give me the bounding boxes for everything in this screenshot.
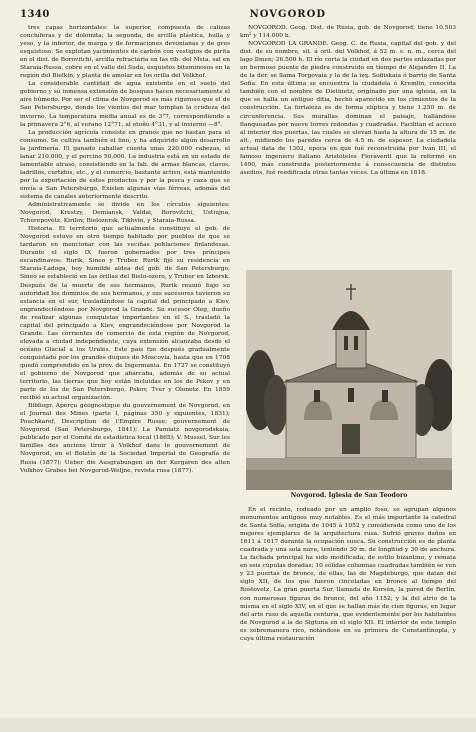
paragraph: Administrativamente se divide en los círculos siguientes: Novgorod, Krestzy, Demiansk, Valdai, Borovitchi, Ustiujna, Tcherepovetz, Kirilov, Bielozersk, Tikhvin, y Staraia-Russa. — [20, 202, 230, 225]
church-engraving — [246, 270, 452, 490]
paragraph: NOVGOROD. Geog. Dist. de Rusia, gob. de Novgorod; tiene 10.503 km² y 114.000 h. — [240, 25, 456, 40]
page-header — [20, 6, 456, 22]
left-column — [20, 24, 230, 714]
paragraph: Historia. El territorio que actualmente constituye el gob. de Novgorod estuvo en otro tiempo habitado por pueblos de que se tardaron en mencionar con las veciñas poblaciones finlandesas. Durante el siglo IX fueron gobernados por tres príncipes escandinavos: Rurik, Sineo y Truber. Rurik fijó su residencia en Staraia-Ladoga, hoy humilde aldea del gob. de San Petersburgo, Sineo se estableció en las orillas del Bielo-ozero, y Truber en Izborsk. Después de la muerte de sus hermanos, Rurik reunió bajo su autoridad los dominios de sus hermanos, y sus sucesores tuvieron su estancia en el sur, trasladándose la capital del principado a Kiev, engrandeciéndose por Novgorod la Grande. Su sucesor Oleg, dueño de realizar algunas conquistas importantes en el S., trasladó la capital del principado a Kiev, engrandeciéndose por Novgorod la Grande. Las corrientes de comercio de esta región de Novgorod, elevada a ciudad independiente, cuya extensión alcanzaba desde el océano Glacial a los Urales. Este país fue después gradualmente conquistado por los grandes duques de Moscovia, hasta que en 1708 quedó comprendido en la prov. de Ingermania. En 1727 se constituyó el gobierno de Novgorod que abarcaba, además de su actual territorio, las tierras que hoy están incluidas en los de Pskov y en parte de los de San Petersburgo, Pskov, Tver y Olonetz. En 1859 recibió su actual organización. — [20, 226, 230, 402]
right-column-top — [240, 24, 456, 264]
figure-caption: Novgorod. Iglesia de San Teodoro — [290, 492, 408, 499]
running-title: NOVGOROD — [249, 8, 326, 20]
paragraph: La considerable cantidad de agua existente en el suelo del gobierno y su inmensa extensión de bosques hacen necesariamente el aire húmedo. Por ser el clima de Novgorod es más riguroso que el de San Petersburgo, donde los vientos del mar templan la crudeza del invierno. La temperatura media anual es de 3°7, correspondiendo a la primavera 2°6, al verano 12°71, al otoño 4°31, y al invierno —8°. — [20, 81, 230, 128]
page-footer — [0, 718, 476, 732]
page-number: 1340 — [20, 8, 50, 20]
paragraph: En el recinto, rodeado por un amplio foso, se agrupan algunos monumentos antiguos muy notables. Es el más importante la catedral de Santa Sofía, erigida de 1045 á 1052 y considerada como uno de los mejores ejemplares de la arquitectura rusa. Sufrió graves daños en 1611 á 1617 durante la ocupación sueca. Su construcción es de planta cuadrada y una sola nave, teniendo 30 m. de longitud y 30 de anchura. La fachada principal ha sido modificada, de estilo bizantino, y remata en seis cúpulas doradas; 10 sólidas columnas cuadradas también se ven y 23 puertas de bronce, de ellas, las de Magdeburgo, que datan del siglo XII, de los que fueron cinceladas en bronce al tiempo del Rostovetz. La gran puerta Sur, llamada de Korsún, la pared de Berlín, con numerosas figuras de bronce, del año 1152; y la del atrio de la misma en el siglo XIV, en el que se hallan más de cien figuras, en lugar del arte ruso de aquella centuria, que evidentemente por los habitantes de Novgorod a la de Sigtuna en el siglo XII. El interior de este templo es sobremanera rico, notándose en su primera de Constantinopla, y cuya última restauración — [240, 507, 456, 642]
right-column-bottom — [240, 506, 456, 716]
bibliography: Bibliogr. Aperçu géognostique du gouvernement de Novgorod, en el Journal des Mines (parte I, páginas 350 y siguientes, 1831); Pouchkaref, Description de l'Empire Russe; gouvernement de Novgorod (San Petersburgo, 1841); La Pamiatz novgorodskaia, publicado por el Comité de estadística local (1865); V. Mussel, Sur les familles des anciens tiroir à Volkhof dans le gouvernement de Novgorod, en el Boletín de la Sociedad Imperial de Geografía de Rusia (1877); Ueber die Ausgrabungen an der Kurgaren des alten Volkhov Grabes bei Novgorod-Weljne, revista rusa (1877). — [20, 403, 230, 474]
paragraph: tres capas horizontales: la superior, compuesta de calizas conchíferas y de dolomita; la segunda, de arcilla plástica, hulla y yeso, y la inferior, de marga y de formaciones devonianas y de gres esquistoso. Se explotan yacimientos de carbón con vestigios de pirita en el dist. de Borovitchi, arcilla refractaria en las rib. del Msta, sal en Staraia-Russa, cobre en el valle del Suda, esquistos bituminosos en la región del Bielkin, y planta de amolar en los orilla del Volkhof. — [20, 25, 230, 80]
paragraph: La producción agrícola consiste en granos que no bastan para el consumo. Se cultiva también el lino, y ha adquirido algún desarrollo la jardinería. El ganado caballar cuenta unas 220.000 cabezas, el lanar 210.000, y el porcino 50.000. La industria está en un estado de lamentable atraso, consistiendo en la fab. de armas blancas, clavos, ladrillos, curtidos, etc., y el comercio, bastante activo, está mantenido por la exportación de estos productos y por la pesca y caza que se envía a San Petersburgo. Existen algunas vías férreas, además del sistema de canales anteriormente descrito. — [20, 129, 230, 200]
paragraph: NOVGOROD LA GRANDE. Geog. C. de Rusia, capital del gob. y del dist. de su nombre, sit. á oril. del Volkhof, á 52 m. s. n. m., cerca del lago Ilmen; 26.500 h. El río corta la ciudad en dos partes enlazadas por un hermoso puente de piedra construido en tiempo de Alejandro II. La de la der. se llama Torgovaia y la de la izq. Sofiiskaia ó barrio de Santa Sofía. En esta última se encuentra la ciudadela ó Kremlin, conocida también con el nombre de Dietinetz, originado por una iglesia, en la que se halla un antiguo ditia, hecho aparecido en los cimientos de la construcción. La fortaleza es de forma elíptica y tiene 1.250 m. de circunferencia. Sus murallas dominan el paisaje, hallándose flanqueadas por nueve torres redondas y cuadradas. Facilitan el acceso al interior dos puertas, las cuales se elevan hasta la altura de 15 m. de alt., midiendo los paredes cerca de 4.5 m. de espesor. La ciudadela actual data de 1302, epoca en que fué reconstruida por Ivan III, el famoso ingeniero italiano Aristóteles Fioraventi que la reformó en 1490, más construida posteriormente á consecuencia de distintos asedios, fué reedificada otras tantas veces. La última en 1818. — [240, 41, 456, 176]
church-illustration — [246, 270, 452, 490]
